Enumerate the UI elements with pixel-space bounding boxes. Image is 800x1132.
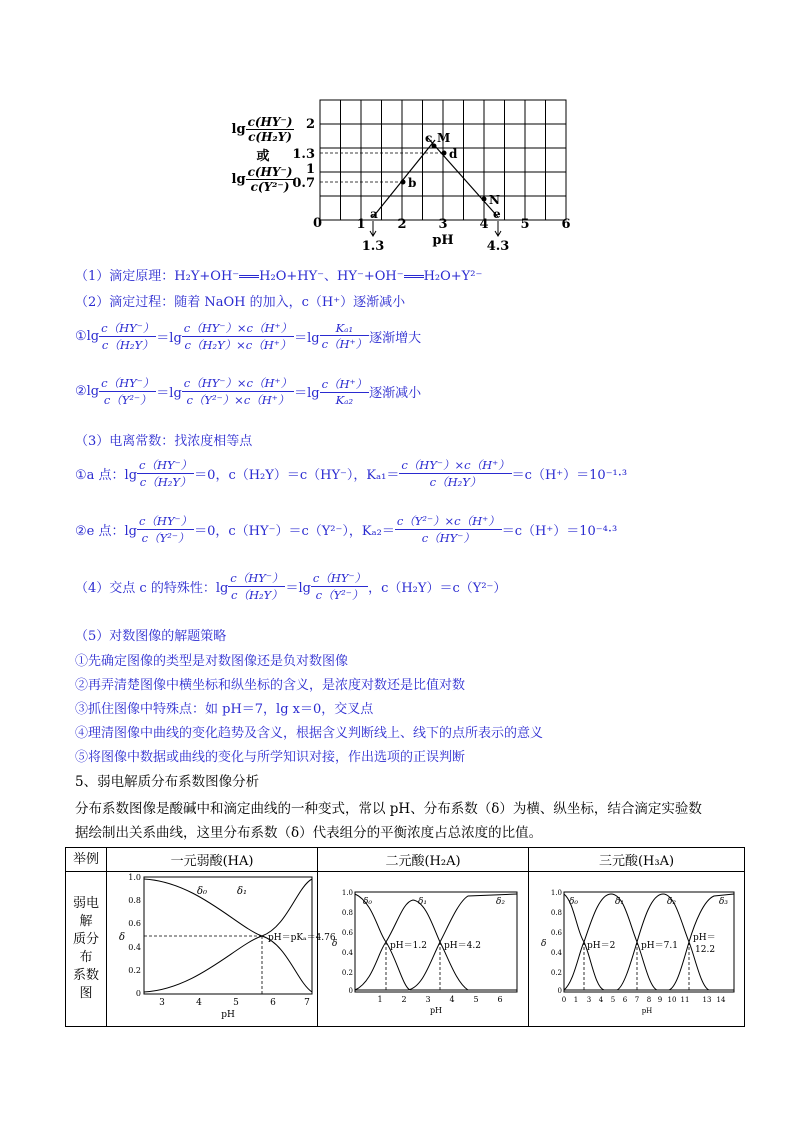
dashed-guides [320,153,445,182]
s3-point-e [75,513,617,546]
side-line-4: 布 [79,950,93,965]
ytick-1: 1 [305,162,315,177]
line-c-to-e [427,137,498,217]
g3-delta3: δ₃ [719,897,729,907]
label-d: d [449,147,458,161]
g1-ytick-1: 1.0 [128,873,141,882]
g3-xtick-4: 4 [598,996,604,1004]
s5-item-4: ④理清图像中曲线的变化趋势及含义，根据含义判断线上、线下的点所表示的意义 [75,726,544,741]
g1-xtick-2: 4 [196,998,202,1008]
g2-xtick-1: 1 [377,995,383,1004]
side-line-6: 图 [79,986,93,1001]
g3-xtick-6: 6 [622,996,628,1004]
xtick-6: 6 [561,217,571,232]
g1-annotation: pH＝pKₐ＝4.76 [268,933,336,943]
label-c: c [425,131,433,145]
g1-delta0: δ₀ [197,886,208,897]
g3-xtick-0: 0 [561,996,567,1004]
graph-cell-1 [107,872,336,1027]
section5-heading: 5、弱电解质分布系数图像分析 [75,774,260,790]
graph-cell-2 [318,872,529,1027]
distribution-table [65,847,745,1027]
e-num2: c（Y²⁻）×c（H⁺） [396,514,500,528]
header-example: 举例 [66,848,107,872]
ytick-2: 2 [305,117,315,132]
side-line-2: 解 [79,914,93,929]
arrow-left-value: 1.3 [361,239,385,254]
s1-label: （1）滴定原理：H₂Y+OH⁻ [75,269,240,284]
ylabel-or: 或 [256,149,270,164]
e-den1: c（Y²⁻） [137,529,194,546]
label-N: N [489,193,500,207]
xtick-3: 3 [438,217,448,232]
monoprotic-graph [107,872,336,1022]
header-monoprotic: 一元弱酸(HA) [107,848,318,872]
curve-delta1-graph2 [355,900,517,990]
s3-point-a [75,457,627,490]
g2-ytick-6: 0 [348,987,353,995]
a-prefix: ①a 点：lg [75,468,138,483]
x-axis-label: pH [432,233,454,248]
e-den2: c（HY⁻） [395,529,502,546]
g2-annotation-2: pH＝4.2 [444,941,481,951]
f2-num3: c（H⁺） [321,377,368,391]
s4-num2: c（HY⁻） [312,571,367,585]
ylabel-num-2: c(HY⁻) [247,165,293,179]
f2-suffix: 逐渐减小 [369,386,422,401]
side-line-5: 系数 [72,968,99,983]
label-M: M [437,131,451,145]
g3-ytick-6: 0 [557,987,562,995]
f1-suffix: 逐渐增大 [369,331,422,346]
a-num1: c（HY⁻） [139,458,193,472]
g2-xtick-5: 5 [473,995,479,1004]
g2-ytick-2: 0.8 [341,909,353,917]
g2-xtick-2: 2 [401,995,407,1004]
g3-annotation-3: pH＝ [693,933,716,943]
label-b: b [408,176,417,190]
s5-item-5: ⑤将图像中数据或曲线的变化与所学知识对接，作出选项的正误判断 [75,750,466,765]
s1-line [75,265,482,284]
s4-eq: ＝lg [285,581,311,596]
g3-xtick-3: 3 [586,996,592,1004]
a-end: ＝c（H⁺）＝10⁻¹·³ [511,468,628,483]
g3-ytick-3: 0.6 [550,929,562,937]
line-a-to-M [373,140,435,217]
g3-xtick-14: 14 [716,996,726,1004]
side-line-3: 质分 [72,932,99,947]
lg-prefix-2: lg [231,172,246,187]
label-a: a [370,207,378,221]
triprotic-graph [529,872,744,1022]
s1-mid: H₂O+HY⁻、HY⁻+OH⁻ [259,269,404,284]
f2-prefix: ②lg [75,384,100,399]
f1-den2: c（H₂Y）×c（H⁺） [182,336,294,353]
g3-xtick-7: 7 [634,996,640,1004]
f2-den3: Kₐ₂ [320,392,370,407]
e-mid: ＝0，c（HY⁻）＝c（Y²⁻），Kₐ₂＝ [194,524,395,539]
g2-ytick-4: 0.4 [341,949,353,957]
s3-label: （3）电离常数：找浓度相等点 [75,434,253,449]
g3-delta1: δ₁ [615,897,625,907]
g2-ylabel: δ [332,939,338,949]
ylabel-num-1: c(HY⁻) [247,115,293,129]
g3-xtick-10: 10 [667,996,677,1004]
g3-ytick-5: 0.2 [550,969,562,977]
g3-ytick-4: 0.4 [550,949,562,957]
s4-end: ，c（H₂Y）＝c（Y²⁻） [368,581,507,596]
g1-ytick-4: 0.4 [128,943,141,952]
s5-item-3: ③抓住图像中特殊点：如 pH＝7，lg x＝0，交叉点 [75,702,374,717]
g3-ytick-2: 0.8 [550,909,562,917]
section5-para-1: 分布系数图像是酸碱中和滴定曲线的一种变式，常以 pH、分布系数（δ）为横、纵坐标，结合滴定实验数 [75,801,702,817]
s2-formula-1: ①lg $\frac{c(HY^-)}{\text{c（H₂Y）}}$ ＝lg $\frac{c(HY^-)\times c(H^+)}{\text{c（H₂Y）×c（H⁺）}}$ ＝lg $\frac{\text{Kₐ₁}}{c(H^+)}$ 逐渐增大 [75,321,422,352]
s5-item-2: ②再弄清楚图像中横坐标和纵坐标的含义，是浓度对数还是比值对数 [75,678,466,693]
lg-prefix-1: lg [231,122,246,137]
g1-ytick-3: 0.6 [128,919,141,928]
g3-annotation-1: pH＝2 [587,941,616,951]
g1-ylabel: δ [119,932,126,943]
f2-num1: c（HY⁻） [101,376,155,390]
a-den1: c（H₂Y） [137,473,194,490]
table-header-row [66,848,745,872]
g3-xtick-13: 13 [702,996,712,1004]
f1-num3: Kₐ₁ [335,321,354,335]
curve-delta0-graph2 [355,894,517,990]
f1-num2: c（HY⁻）×c（H⁺） [183,321,293,335]
f1-num1: c（HY⁻） [101,321,155,335]
g3-xtick-11: 11 [680,996,690,1004]
xtick-4: 4 [479,217,489,232]
f1-prefix: ①lg [75,329,100,344]
curves [373,137,498,217]
g1-xtick-4: 6 [270,998,276,1008]
diprotic-graph [318,872,528,1022]
g2-xtick-4: 4 [449,995,455,1004]
g3-delta0: δ₀ [569,897,579,907]
s4-den2: c（Y²⁻） [311,586,368,603]
g2-xtick-3: 3 [425,995,431,1004]
g1-ytick-6: 0 [135,989,141,998]
label-e: e [493,207,501,221]
s2-formula-2: ②lg $\frac{c(HY^-)}{\text{c（Y²⁻）}}$ ＝lg $\frac{c(HY^-)\times c(H^+)}{\text{c（Y²⁻）×c（H⁺）}}$ ＝lg $\frac{c(H^+)}{\text{Kₐ₂}}$ 逐渐减小 [75,376,422,407]
ylabel-den-2: c(Y²⁻) [246,179,295,194]
xtick-2: 2 [397,217,407,232]
g3-ylabel: δ [541,939,547,949]
g2-annotation-1: pH＝1.2 [390,941,427,951]
s5-label: （5）对数图像的解题策略 [75,629,227,644]
point-N [482,197,487,202]
a-mid: ＝0，c（H₂Y）＝c（HY⁻），Kₐ₁＝ [194,468,400,483]
point-b [401,180,406,185]
g2-xtick-6: 6 [497,995,503,1004]
e-num1: c（HY⁻） [138,514,193,528]
header-diprotic: 二元酸(H₂A) [318,848,529,872]
g2-xlabel: pH [429,1006,443,1015]
f2-den1: c（Y²⁻） [99,391,156,408]
g2-ytick-5: 0.2 [341,969,353,977]
g3-xtick-8: 8 [646,996,652,1004]
side-line-1: 弱电 [72,896,99,911]
f2-den2: c（Y²⁻）×c（H⁺） [182,391,294,408]
g1-xlabel: pH [221,1010,235,1020]
ylabel-den-1: c(H₂Y) [246,129,295,144]
ytick-0: 0 [312,216,322,231]
graph-cell-3 [529,872,745,1027]
g1-ytick-2: 0.8 [128,896,141,905]
g1-xtick-5: 7 [304,998,310,1008]
s1-end: H₂O+Y²⁻ [423,269,483,284]
s4-den1: c（H₂Y） [228,586,285,603]
g2-delta0: δ₀ [363,897,373,907]
header-triprotic: 三元酸(H₃A) [529,848,745,872]
g3-xtick-9: 9 [657,996,663,1004]
g3-annotation-3b: 12.2 [695,945,716,955]
e-prefix: ②e 点：lg [75,524,137,539]
g2-ytick-1: 1.0 [341,889,353,897]
f1-den3: c（H⁺） [321,337,368,351]
xtick-1: 1 [356,217,366,232]
ytick-1-3: 1.3 [292,147,315,162]
f2-num2: c（HY⁻）×c（H⁺） [183,376,293,390]
g3-annotation-2: pH＝7.1 [641,941,678,951]
ytick-0-7: 0.7 [292,176,315,191]
s5-item-1: ①先确定图像的类型是对数图像还是负对数图像 [75,654,349,669]
figure-y-label [228,115,298,194]
g3-xtick-5: 5 [610,996,616,1004]
g3-ytick-1: 1.0 [550,889,562,897]
g2-delta1: δ₁ [418,897,428,907]
g3-xtick-1: 1 [573,996,579,1004]
side-label [66,872,107,1027]
g2-delta2: δ₂ [496,897,506,907]
curve-delta2-graph2 [355,894,517,990]
s2-label: （2）滴定过程：随着 NaOH 的加入，c（H⁺）逐渐减小 [75,295,406,310]
g1-ytick-5: 0.2 [128,966,141,975]
g3-delta2: δ₂ [667,897,677,907]
table-graph-row [66,872,745,1027]
s4-line [75,570,506,603]
s4-num1: c（HY⁻） [230,571,284,585]
e-end: ＝c（H⁺）＝10⁻⁴·³ [501,524,618,539]
a-den2: c（H₂Y） [399,473,511,490]
section5-para-2: 据绘制出关系曲线，这里分布系数（δ）代表组分的平衡浓度占总浓度的比值。 [75,825,543,841]
point-d [442,151,447,156]
a-num2: c（HY⁻）×c（H⁺） [401,458,510,472]
s4-prefix: （4）交点 c 的特殊性：lg [75,581,229,596]
f1-den1: c（H₂Y） [99,336,156,353]
g1-xtick-3: 5 [233,998,239,1008]
grid [320,100,566,220]
xtick-5: 5 [520,217,530,232]
g3-xlabel: pH [641,1007,653,1015]
g1-xtick-1: 3 [159,998,165,1008]
arrow-right-value: 4.3 [486,239,510,254]
g2-ytick-3: 0.6 [341,929,353,937]
g1-delta1: δ₁ [237,886,248,897]
